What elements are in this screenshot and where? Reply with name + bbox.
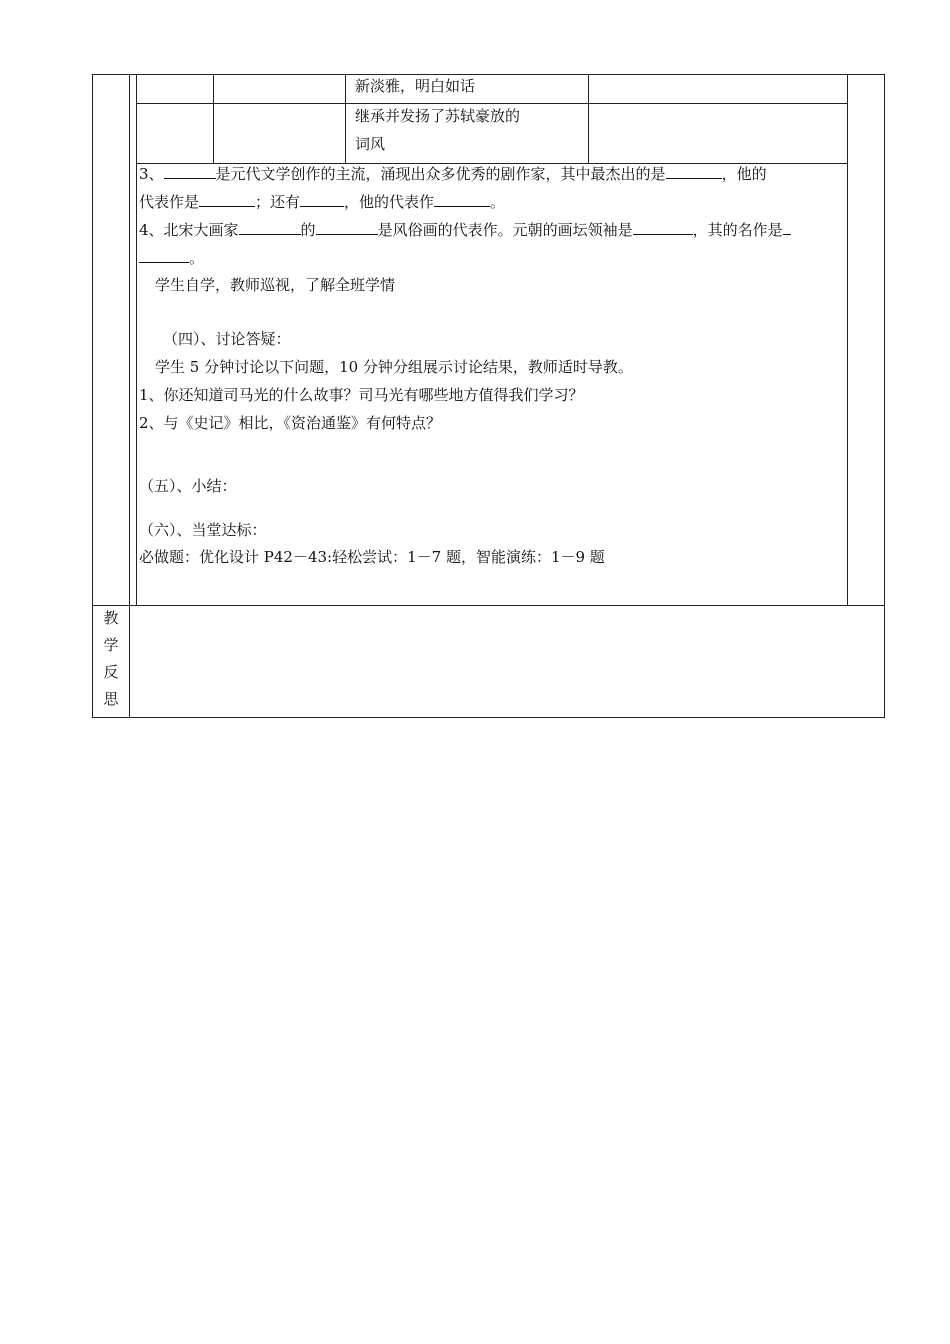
reflection-label-char: 思 bbox=[103, 690, 119, 708]
content-cell-left-border bbox=[136, 74, 137, 605]
reflection-content-area[interactable] bbox=[130, 606, 884, 717]
inner-table-col-line bbox=[588, 74, 589, 164]
table-cell-text: 新淡雅，明白如话 bbox=[355, 77, 476, 95]
fill-blank[interactable] bbox=[783, 219, 791, 235]
inner-table-col-line bbox=[213, 74, 214, 164]
inner-table-col-line bbox=[345, 74, 346, 164]
section-4-question-1: 1、你还知道司马光的什么故事？司马光有哪些地方值得我们学习？ bbox=[139, 386, 584, 404]
fill-blank[interactable] bbox=[633, 219, 693, 235]
fill-blank[interactable] bbox=[316, 219, 378, 235]
fill-blank[interactable] bbox=[666, 163, 722, 179]
fill-blank[interactable] bbox=[164, 163, 216, 179]
section-4-intro: 学生 5 分钟讨论以下问题，10 分钟分组展示讨论结果，教师适时导教。 bbox=[155, 358, 633, 376]
fill-blank[interactable] bbox=[139, 247, 189, 263]
fill-blank[interactable] bbox=[239, 219, 301, 235]
reflection-label-char: 学 bbox=[103, 636, 119, 654]
fill-blank[interactable] bbox=[300, 191, 344, 207]
table-cell-text: 词风 bbox=[355, 135, 386, 153]
inner-table-row-line bbox=[136, 103, 848, 104]
question-4-line-1: 4、北宋大画家 的 是风俗画的代表作。元朝的画坛领袖是 ，其的名作是 bbox=[139, 219, 791, 240]
self-study-text: 学生自学，教师巡视，了解全班学情 bbox=[155, 276, 396, 294]
question-4-line-2: 。 bbox=[139, 247, 204, 268]
outer-right-border bbox=[884, 74, 885, 718]
content-cell-right-border bbox=[847, 74, 848, 605]
fill-blank[interactable] bbox=[434, 191, 490, 207]
fill-blank[interactable] bbox=[199, 191, 255, 207]
outer-top-border bbox=[92, 74, 885, 75]
reflection-label-char: 反 bbox=[103, 663, 119, 681]
section-4-heading: （四）、讨论答疑： bbox=[163, 330, 291, 348]
section-5-heading: （五）、小结： bbox=[139, 477, 237, 495]
section-6-required: 必做题：优化设计 P42－43:轻松尝试：1－7 题，智能演练：1－9 题 bbox=[139, 548, 605, 566]
question-3-line-1: 3、 是元代文学创作的主流，涌现出众多优秀的剧作家，其中最杰出的是 ，他的 bbox=[139, 165, 767, 183]
section-4-question-2: 2、与《史记》相比，《资治通鉴》有何特点？ bbox=[139, 414, 442, 432]
question-3-line-2: 代表作是 ；还有 ，他的代表作 。 bbox=[139, 193, 506, 211]
reflection-label-char: 教 bbox=[103, 609, 119, 627]
section-6-heading: （六）、当堂达标： bbox=[139, 521, 267, 539]
table-cell-text: 继承并发扬了苏轼豪放的 bbox=[355, 107, 521, 125]
outer-bottom-border bbox=[92, 717, 885, 718]
